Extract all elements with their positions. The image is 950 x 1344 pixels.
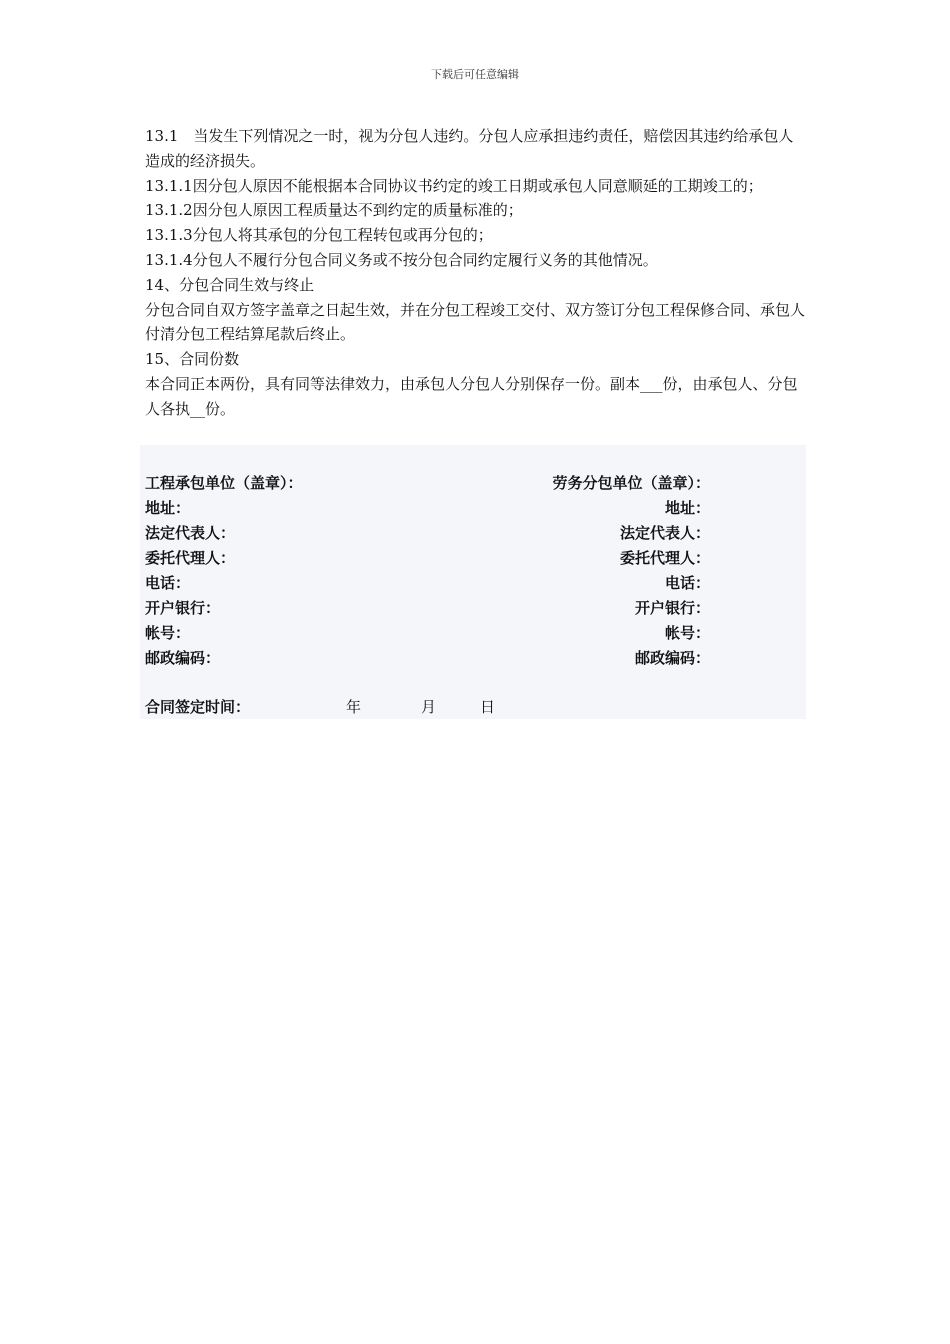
page-header: 下载后可任意编辑 bbox=[431, 68, 519, 81]
sign-row-phone bbox=[145, 572, 710, 597]
section-14-heading: 14、分包合同生效与终止 bbox=[145, 275, 315, 294]
sign-row-account bbox=[145, 622, 710, 647]
subcontractor-address-label: 地址： bbox=[664, 499, 710, 517]
contractor-address-label: 地址： bbox=[145, 499, 191, 517]
signature-block bbox=[140, 445, 806, 719]
signing-date-row bbox=[145, 696, 545, 718]
contractor-account-label: 帐号： bbox=[145, 624, 191, 642]
subcontractor-phone-label: 电话： bbox=[664, 574, 710, 592]
section-15-text: 本合同正本两份，具有同等法律效力，由承包人分包人分别保存一份。副本___份，由承包人、分包人各执__份。 bbox=[145, 374, 798, 418]
year-label: 年 bbox=[346, 698, 362, 716]
clause-13-1-1: 13.1.1因分包人原因不能根据本合同协议书约定的竣工日期或承包人同意顺延的工期竣工的； bbox=[145, 176, 763, 195]
month-label: 月 bbox=[421, 698, 437, 716]
subcontractor-account-label: 帐号： bbox=[664, 624, 710, 642]
clause-13-1-2: 13.1.2因分包人原因工程质量达不到约定的质量标准的； bbox=[145, 201, 523, 220]
contractor-legal-rep-label: 法定代表人： bbox=[145, 524, 236, 542]
sign-row-agent bbox=[145, 547, 710, 572]
contract-body bbox=[145, 124, 807, 422]
subcontractor-legal-rep-label: 法定代表人： bbox=[619, 524, 710, 542]
clause-13-1-3: 13.1.3分包人将其承包的分包工程转包或再分包的； bbox=[145, 226, 493, 245]
contractor-postcode-label: 邮政编码： bbox=[145, 649, 221, 667]
contractor-bank-label: 开户银行： bbox=[145, 599, 221, 617]
clause-13-1-4: 13.1.4分包人不履行分包合同义务或不按分包合同约定履行义务的其他情况。 bbox=[145, 250, 658, 269]
sign-row-legal-rep bbox=[145, 522, 710, 547]
contractor-agent-label: 委托代理人： bbox=[145, 549, 236, 567]
subcontractor-unit-label: 劳务分包单位（盖章）： bbox=[552, 474, 710, 492]
contractor-phone-label: 电话： bbox=[145, 574, 191, 592]
clause-13-1: 13.1 当发生下列情况之一时，视为分包人违约。分包人应承担违约责任，赔偿因其违约给承包人造成的经济损失。 bbox=[145, 127, 794, 170]
sign-row-postcode bbox=[145, 647, 710, 672]
section-15-heading: 15、合同份数 bbox=[145, 350, 240, 369]
day-label: 日 bbox=[480, 698, 496, 716]
sign-row-unit bbox=[145, 472, 710, 497]
contractor-unit-label: 工程承包单位（盖章）： bbox=[145, 474, 303, 492]
signing-date-label: 合同签定时间： bbox=[145, 698, 251, 716]
subcontractor-bank-label: 开户银行： bbox=[634, 599, 710, 617]
subcontractor-agent-label: 委托代理人： bbox=[619, 549, 710, 567]
subcontractor-postcode-label: 邮政编码： bbox=[634, 649, 710, 667]
sign-row-address bbox=[145, 497, 710, 522]
section-14-text: 分包合同自双方签字盖章之日起生效，并在分包工程竣工交付、双方签订分包工程保修合同、承包人付清分包工程结算尾款后终止。 bbox=[145, 300, 806, 344]
sign-row-bank bbox=[145, 597, 710, 622]
